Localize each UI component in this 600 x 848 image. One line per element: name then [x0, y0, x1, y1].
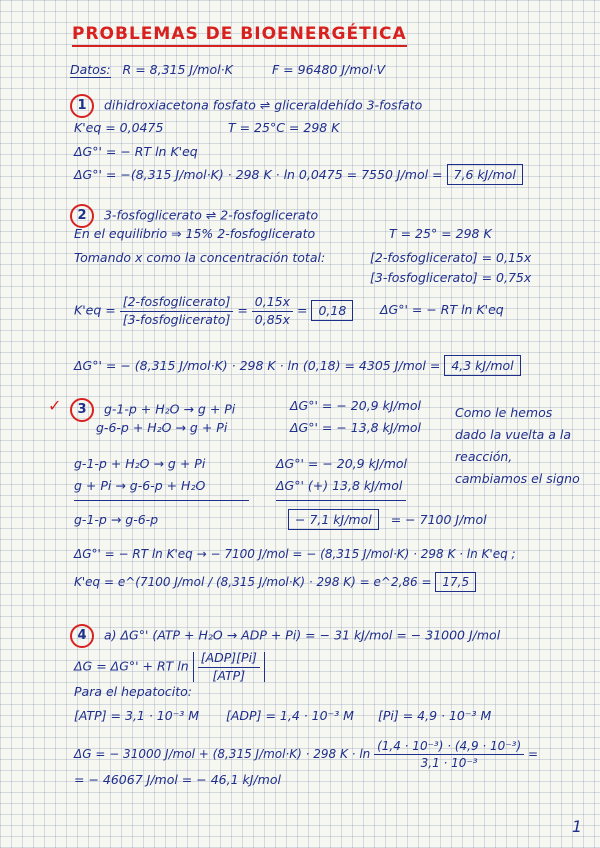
p2-frac-num-val: 0,15x [252, 296, 293, 312]
p4-a: a) ΔG°' (ATP + H₂O → ADP + Pi) = − 31 kJ/mol = − 31000 J/mol [103, 627, 501, 643]
p3-r3-dg: ΔG°' = − 20,9 kJ/mol [276, 456, 408, 471]
p2-keq-result: 0,18 [311, 300, 353, 321]
p2-keq-label: K'eq = [74, 302, 116, 318]
datos-label: Datos: [70, 62, 111, 77]
datos-r: R = 8,315 J/mol·K [122, 62, 233, 77]
p1-calc-line [74, 169, 523, 182]
p4-frac [193, 652, 265, 682]
p2-eq-line: En el equilibrio ⇒ 15% 2-fosfoglicerato [74, 226, 316, 241]
p3-r2-dg: ΔG°' = − 13,8 kJ/mol [290, 420, 422, 435]
p3-r5-j: = − 7100 J/mol [390, 512, 487, 527]
p3-result: 17,5 [435, 572, 476, 592]
p2-reaction-line [70, 204, 318, 228]
p1-formula: ΔG°' = − RT ln K'eq [74, 144, 198, 159]
p3-r4: g + Pi → g-6-p + H₂O [74, 478, 206, 493]
p3-keq-line [74, 576, 476, 588]
p3-r1-line [70, 398, 235, 422]
p3-r2: g-6-p + H₂O → g + Pi [96, 420, 228, 435]
p4-calc-frac [374, 740, 524, 769]
p2-frac-values [252, 296, 293, 326]
p2-frac-num: [2-fosfoglicerato] [120, 296, 234, 312]
p1-reaction: dihidroxiacetona fosfato ⇌ gliceraldehído 3-fosfato [103, 97, 423, 113]
datos-line [70, 64, 233, 77]
p1-result: 7,6 kJ/mol [447, 164, 523, 185]
p4-a-line [70, 624, 500, 648]
check-mark-icon: ✓ [48, 396, 62, 415]
p3-keq: K'eq = e^(7100 J/mol / (8,315 J/mol·K) · 298 K) = e^2,86 = [74, 575, 432, 589]
p1-number: 1 [70, 94, 94, 118]
datos-f: F = 96480 J/mol·V [272, 62, 386, 77]
p1-temp: T = 25°C = 298 K [228, 120, 340, 135]
p3-sum-rule [74, 500, 249, 501]
p2-frac-den-val: 0,85x [254, 311, 290, 327]
p2-tomando: Tomando x como la concentración total: [74, 250, 326, 265]
p2-calc: ΔG°' = − (8,315 J/mol·K) · 298 K · ln (0,18) = 4305 J/mol = [74, 358, 441, 373]
p4-calc: ΔG = − 31000 J/mol + (8,315 J/mol·K) · 298 K · ln [74, 747, 371, 761]
p4-final: = − 46067 J/mol = − 46,1 kJ/mol [74, 772, 281, 787]
p3-check [48, 398, 61, 414]
p3-formula: ΔG°' = − RT ln K'eq → − 7100 J/mol = − (8,315 J/mol·K) · 298 K · ln K'eq ; [74, 547, 516, 561]
p4-formula-line [74, 652, 265, 682]
p3-r3: g-1-p + H₂O → g + Pi [74, 456, 206, 471]
p2-result: 4,3 kJ/mol [444, 355, 520, 376]
p4-frac-num: [ADP][Pi] [198, 652, 260, 668]
p4-calc-den: 3,1 · 10⁻³ [420, 756, 478, 770]
p3-r4-dg: ΔG°' (+) 13,8 kJ/mol [276, 478, 403, 493]
p2-conc-3: [3-fosfoglicerato] = 0,75x [370, 270, 532, 285]
p4-calc-line: ΔG = − 31000 J/mol + (8,315 J/mol·K) · 298 K · ln $\frac{\text{(1,4 · 10⁻³) · (4,9 · 10⁻³)}}{\text{3,1 · 10⁻³}}$ = [74, 739, 539, 770]
p2-conc-2: [2-fosfoglicerato] = 0,15x [370, 250, 532, 265]
p2-temp: T = 25° = 298 K [389, 226, 492, 241]
p3-r1-dg: ΔG°' = − 20,9 kJ/mol [290, 398, 422, 413]
p3-r5-dg-line [288, 514, 487, 527]
p4-para: Para el hepatocito: [74, 684, 192, 699]
p2-number: 2 [70, 204, 94, 228]
p2-frac-den: [3-fosfoglicerato] [122, 311, 231, 327]
p4-calc-num: (1,4 · 10⁻³) · (4,9 · 10⁻³) [374, 740, 524, 755]
p1-calc: ΔG°' = −(8,315 J/mol·K) · 298 K · ln 0,0475 = 7550 J/mol = [74, 167, 443, 182]
p3-number: 3 [70, 398, 94, 422]
p3-r5: g-1-p → g-6-p [74, 512, 159, 527]
p2-calc-line [74, 360, 521, 373]
p3-note: Como le hemos dado la vuelta a la reacción, cambiamos el signo [455, 405, 580, 486]
p2-reaction: 3-fosfoglicerato ⇌ 2-fosfoglicerato [103, 207, 319, 223]
p4-atp: [ATP] = 3,1 · 10⁻³ M [74, 708, 200, 723]
p2-keq-line: K'eq = $\frac{\text{[2-fosfoglicerato]}}{\text{[3-fosfoglicerato]}}$ = $\frac{0,15x}{0,85x}$ = 0,18 [74, 296, 353, 326]
p2-formula: ΔG°' = − RT ln K'eq [380, 302, 504, 317]
p3-r1: g-1-p + H₂O → g + Pi [103, 401, 236, 417]
p3-sum-rule-dg [276, 500, 406, 501]
p4-pi: [Pi] = 4,9 · 10⁻³ M [378, 708, 492, 723]
p4-formula: ΔG = ΔG°' + RT ln [74, 658, 189, 674]
p4-number: 4 [70, 624, 94, 648]
p4-adp: [ADP] = 1,4 · 10⁻³ M [226, 708, 354, 723]
p1-keq: K'eq = 0,0475 [74, 120, 164, 135]
p2-frac-conc [120, 296, 234, 326]
p4-frac-den: [ATP] [212, 667, 246, 683]
p3-r5-dg: − 7,1 kJ/mol [288, 509, 379, 530]
page-number: 1 [571, 817, 582, 836]
page-title: PROBLEMAS DE BIOENERGÉTICA [72, 24, 407, 47]
p1-reaction-line [70, 94, 422, 118]
